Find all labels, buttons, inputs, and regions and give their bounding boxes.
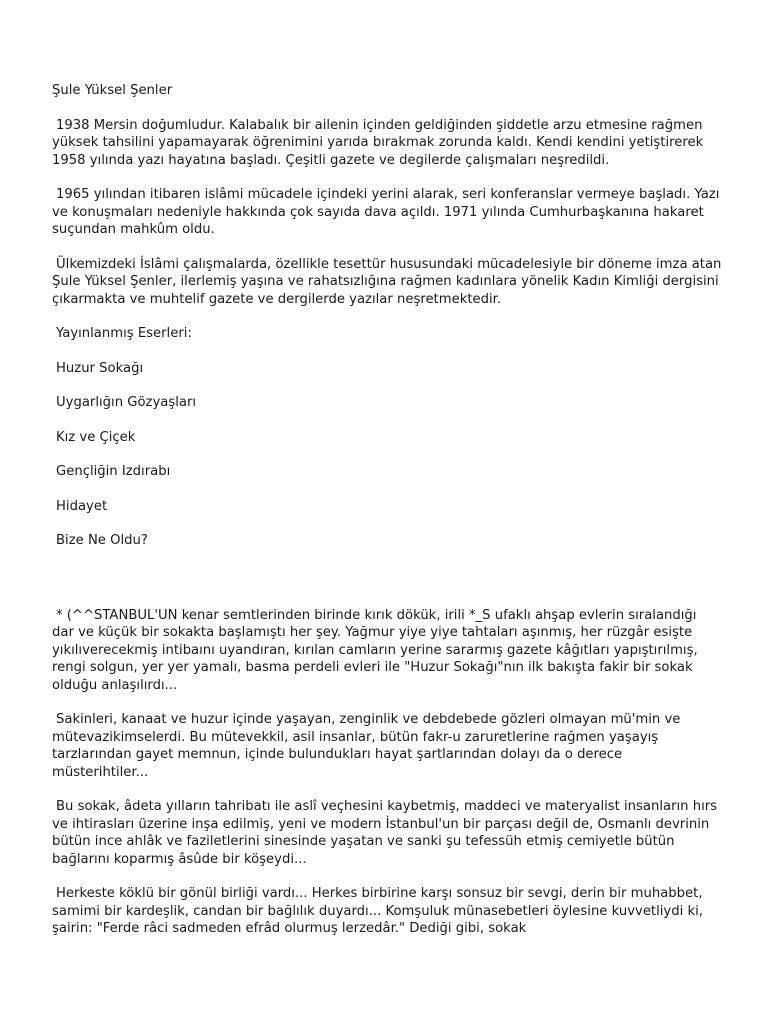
bio-paragraph-3: Ülkemizdeki İslâmi çalışmalarda, özellikle tesettür hususundaki mücadelesiyle bir döneme imza atan Şule Yüksel Şenler, ilerlemiş yaşına ve rahatsızlığına rağmen kadınlara yönelik Kadın Kimliği dergisini çıkarmakta ve muhtelif gazete ve dergilerde yazılar neşretmektedir. xyxy=(52,256,722,307)
publication-item: Hidayet xyxy=(56,498,108,514)
bio-paragraph-2: 1965 yılından itibaren islâmi mücadele içindeki yerini alarak, seri konferanslar vermeye başladı. Yazı ve konuşmaları nedeniyle hakkında çok sayıda dava açıldı. 1971 yılında Cumhurbaşkanına hakaret suçundan mahkûm oldu. xyxy=(52,187,720,237)
bio-paragraph-1: 1938 Mersin doğumludur. Kalabalık bir ailenin içinden geldiğinden şiddetle arzu etmesine rağmen yüksek tahsilini yapamayarak öğrenimini yarıda bırakmak zorunda kaldı. Kendi kendini yetiştirerek 1958 yılında yazı hayatına başladı. Çeşitli gazete ve degilerde çalışmaları neşredildi. xyxy=(52,117,704,168)
document-page xyxy=(52,82,722,955)
story-paragraph-4: Herkeste köklü bir gönül birliği vardı... Herkes birbirine karşı sonsuz bir sevgi, derin bir muhabbet, samimi bir kardeşlik, candan bir bağlılık duyardı... Komşuluk münasebetleri öylesine kuvvetliydi ki, şairin: "Ferde râci sadmeden efrâd olurmuş lerzedâr." Dediği gibi, sokak xyxy=(52,886,703,936)
publication-item: Kız ve Çiçek xyxy=(56,429,136,445)
publication-item: Uygarlığın Gözyaşları xyxy=(56,395,197,410)
story-paragraph-3: Bu sokak, âdeta yılların tahribatı ile aslî veçhesini kaybetmiş, maddeci ve materyalist insanların hırs ve ihtirasları üzerine inşa edilmiş, yeni ve modern İstanbul'un bir parçası değil de, Osmanlı devrinin bütün ince ahlâk ve faziletlerini sinesinde yaşatan ve sanki şu tefessüh etmiş cemiyetle bütün bağlarını koparmış âsûde bir köşeydi... xyxy=(52,799,718,867)
publications-heading: Yayınlanmış Eserleri: xyxy=(56,326,192,341)
document-title: Şule Yüksel Şenler xyxy=(52,83,173,98)
section-gap xyxy=(52,567,722,607)
publication-item: Huzur Sokağı xyxy=(56,360,144,376)
story-paragraph-2: Sakinleri, kanaat ve huzur içinde yaşayan, zenginlik ve debdebede gözleri olmayan mü'min ve mütevazikimselerdi. Bu mütevekkil, asil insanlar, bütün fakr-u zaruretlerine rağmen yaşayış tarzlarından gayet memnun, içinde bulundukları hayat şartlarından dolayı da o derece müsterihtiler... xyxy=(52,712,681,780)
publication-item: Bize Ne Oldu? xyxy=(56,533,148,548)
publication-item: Gençliğin Izdırabı xyxy=(56,464,171,479)
story-paragraph-1: * (^^STANBUL'UN kenar semtlerinden birinde kırık dökük, irili *_S ufaklı ahşap evlerin sıralandığı dar ve küçük bir sokakta başlamıştı her şey. Yağmur yiye yiye tahtaları aşınmış, her rüzgâr esişte yıkılıverecekmiş intibaını uyandıran, kırılan camların yerine sararmış gazete kâğıtları yapıştırılmış, rengi solgun, yer yer yamalı, basma perdeli evleri ile "Huzur Sokağı"nın ilk bakışta fakir bir sokak olduğu anlaşılırdı... xyxy=(52,607,698,693)
